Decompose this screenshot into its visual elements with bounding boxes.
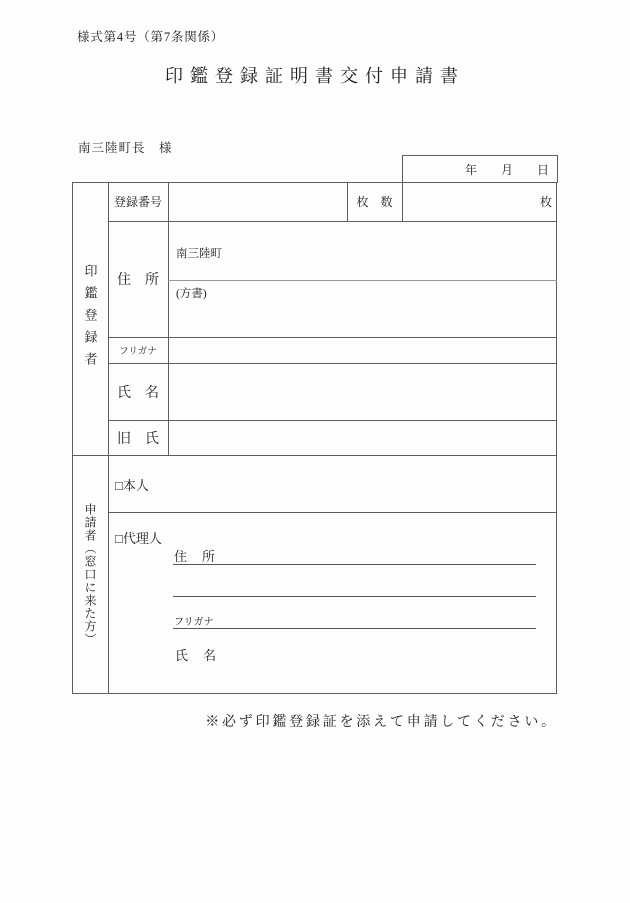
registrant-address-field[interactable]: 南三陸町 (176, 248, 222, 260)
registrant-section-label: 印鑑登録者 (82, 263, 98, 374)
agent-checkbox[interactable]: □ (115, 531, 123, 546)
principal-row (115, 475, 149, 494)
registrant-former-name-label: 旧 氏 (117, 431, 159, 447)
date-field[interactable] (402, 155, 558, 183)
registration-number-field[interactable] (169, 183, 347, 221)
registration-number-label: 登録番号 (113, 195, 162, 209)
footer-note: ※必ず印鑑登録証を添えて申請してください。 (205, 715, 558, 730)
date-labels: 年 月 日 (464, 162, 549, 177)
sheets-unit-label: 枚 (539, 195, 552, 209)
agent-name-label: 氏 名 (175, 648, 218, 663)
divider (72, 455, 557, 456)
registrant-furigana-label: フリガナ (119, 347, 157, 357)
principal-checkbox[interactable]: □ (115, 478, 123, 493)
agent-label: 代理人 (122, 531, 162, 546)
page-title: 印鑑登録証明書交付申請書 (165, 66, 465, 86)
agent-furigana-field[interactable] (173, 610, 536, 629)
agent-furigana-label: フリガナ (174, 617, 214, 628)
addressee: 南三陸町長 様 (78, 141, 173, 155)
divider (108, 512, 557, 513)
registrant-address-note-field[interactable]: (方書) (176, 288, 207, 300)
principal-label: 本人 (122, 478, 149, 493)
registrant-furigana-field[interactable] (169, 338, 556, 362)
registrant-name-field[interactable] (169, 364, 556, 419)
agent-row (115, 528, 162, 547)
agent-address-label: 住 所 (174, 548, 217, 564)
agent-address-extra-field[interactable] (173, 578, 536, 597)
applicant-section-label: 申請者（窓口に来た方） (83, 503, 97, 646)
sheets-count-label: 枚 数 (356, 195, 393, 209)
sheets-count-field[interactable] (402, 182, 557, 221)
form-number: 様式第4号（第7条関係） (77, 30, 225, 44)
registrant-address-label: 住 所 (117, 273, 159, 288)
registrant-former-name-field[interactable] (169, 421, 556, 454)
registrant-name-label: 氏 名 (117, 385, 159, 401)
agent-address-field[interactable] (173, 546, 536, 565)
